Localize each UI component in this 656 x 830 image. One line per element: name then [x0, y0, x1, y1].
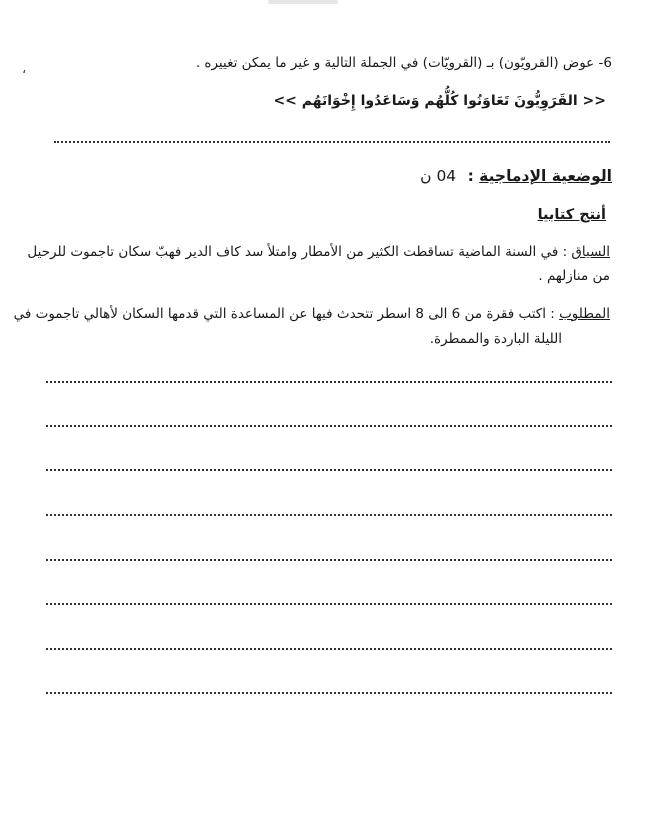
quote-close: >> — [273, 93, 297, 109]
question-instruction: عوض (القرويّون) بـ (القرويّات) في الجملة التالية و غير ما يمكن تغييره . — [195, 55, 599, 71]
writing-line[interactable] — [46, 648, 612, 650]
writing-line[interactable] — [46, 514, 612, 516]
writing-line[interactable] — [46, 692, 612, 694]
required-label: المطلوب — [559, 306, 610, 322]
writing-line[interactable] — [46, 425, 612, 427]
quote-open: << — [582, 93, 606, 109]
context-paragraph — [27, 243, 610, 261]
section-title-text: الوضعية الإدماجية — [479, 167, 612, 185]
writing-line[interactable] — [46, 603, 612, 605]
quoted-sentence — [273, 92, 606, 110]
required-text-line1: : اكتب فقرة من 6 الى 8 اسطر تتحدث فيها عن المساعدة التي قدمها السكان لأهالي تاجموت في — [13, 306, 560, 322]
quote-text: القَرَوِيُّونَ تَعَاوَنُوا كُلُّهُم وَسَاعَدُوا إِخْوَانَهُم — [296, 93, 583, 109]
writing-line[interactable] — [46, 469, 612, 471]
scan-smudge — [268, 0, 338, 4]
required-paragraph — [14, 305, 610, 323]
section-score: 04 ن — [420, 167, 457, 185]
context-label: السياق — [571, 244, 610, 260]
question-number: 6- — [598, 55, 612, 71]
stray-mark: ، — [22, 62, 27, 77]
context-text-line1: : في السنة الماضية تساقطت الكثير من الأمطار وامتلأ سد كاف الدير فهبّ سكان تاجموت للرحيل — [27, 244, 572, 260]
answer-line[interactable] — [54, 141, 610, 143]
produce-heading: أنتج كتابيا — [537, 207, 606, 223]
section-title — [420, 167, 612, 185]
writing-line[interactable] — [46, 381, 612, 383]
writing-line[interactable] — [46, 559, 612, 561]
context-text-line2: من منازلهم . — [538, 268, 610, 284]
required-text-line2: الليلة الباردة والممطرة. — [429, 331, 562, 347]
question-6 — [196, 54, 612, 72]
section-title-separator: : — [462, 167, 480, 185]
